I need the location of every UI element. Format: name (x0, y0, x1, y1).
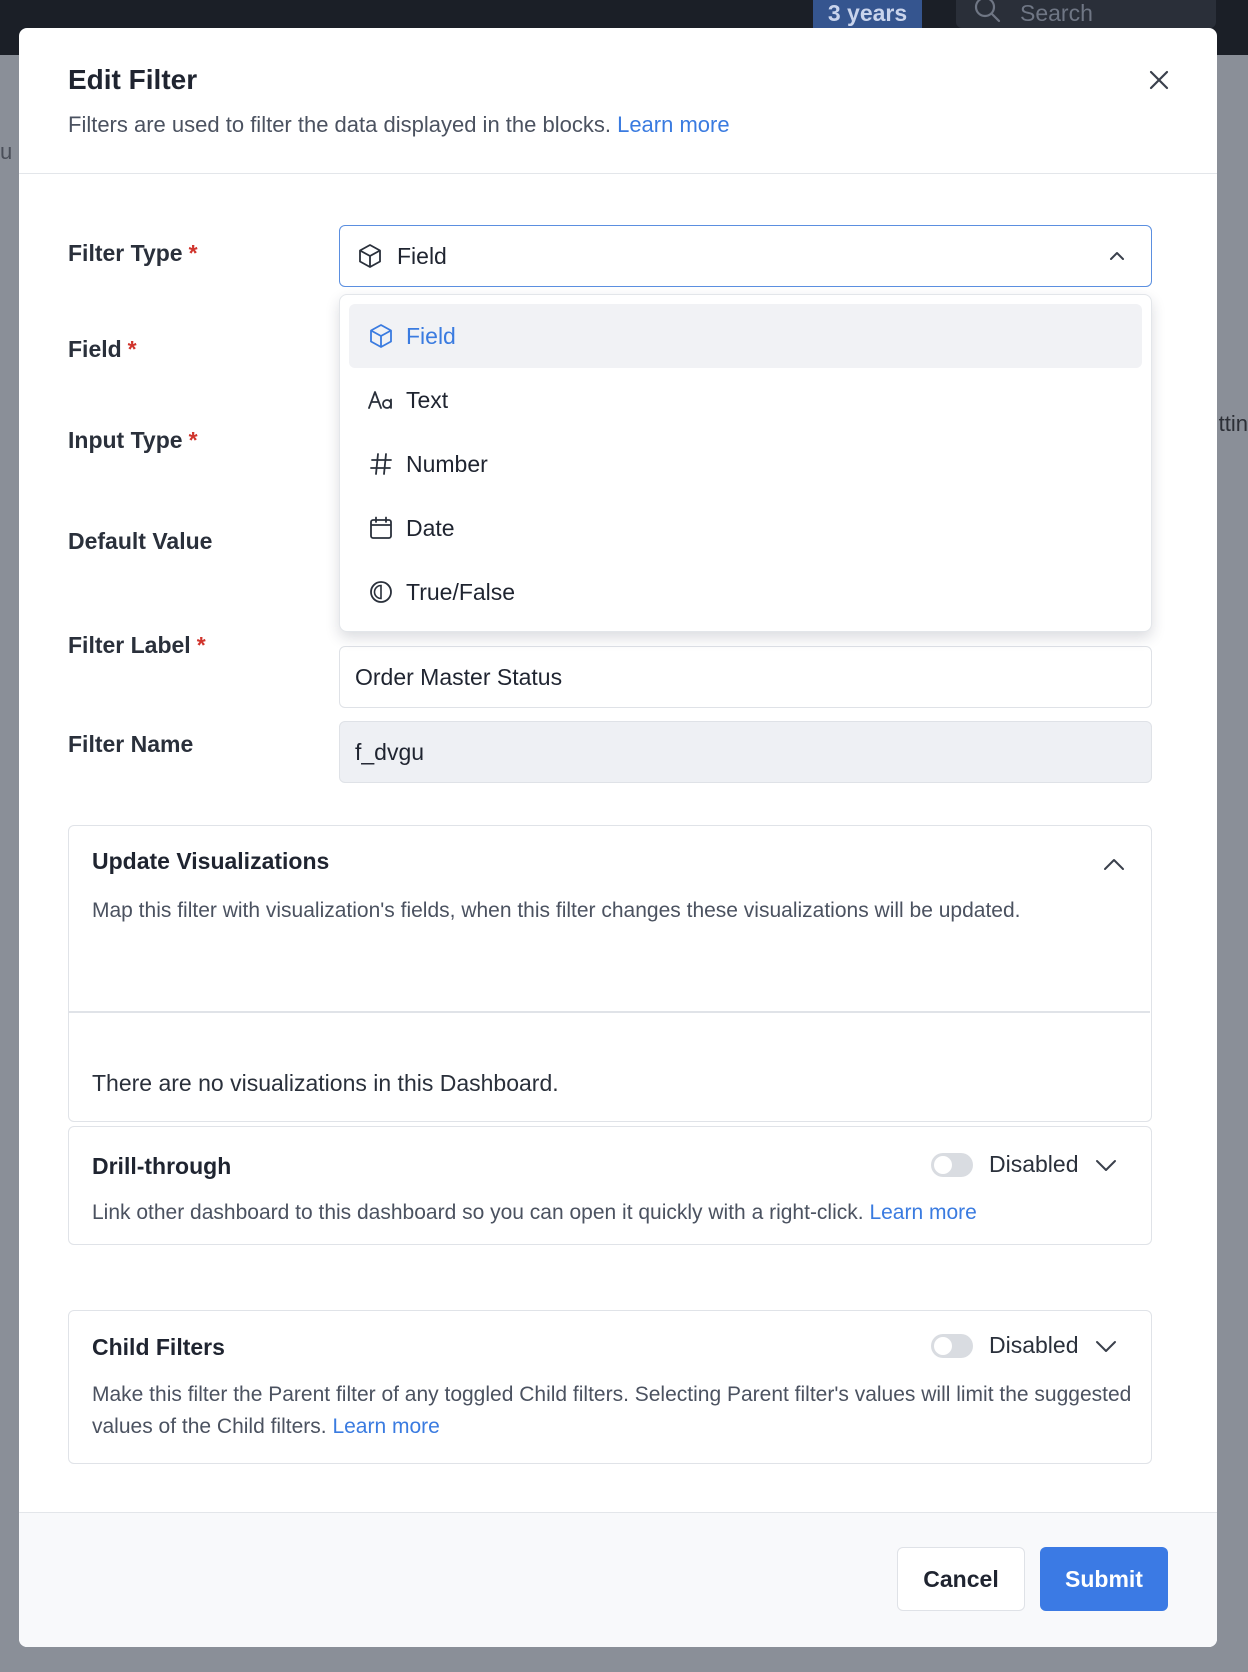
chevron-down-icon[interactable] (1093, 1152, 1119, 1178)
drill-through-status: Disabled (989, 1151, 1079, 1177)
submit-button[interactable]: Submit (1040, 1547, 1168, 1611)
contrast-icon (367, 578, 395, 606)
menu-item-field[interactable] (349, 304, 1142, 368)
learn-more-link[interactable]: Learn more (332, 1415, 440, 1438)
required-mark: * (188, 240, 198, 266)
date-range-badge[interactable]: 3 years (813, 0, 922, 28)
search-icon (972, 0, 1002, 24)
menu-item-label: Field (406, 322, 456, 349)
menu-item-true-false[interactable] (349, 560, 1142, 624)
filter-label-label: Filter Label * (68, 632, 206, 658)
text-icon (367, 386, 395, 414)
filter-name-input (339, 721, 1152, 783)
child-filters-title: Child Filters (92, 1334, 225, 1360)
input-type-label: Input Type * (68, 427, 198, 453)
modal-subtitle-text: Filters are used to filter the data displayed in the blocks. (68, 112, 611, 137)
modal-title: Edit Filter (68, 64, 198, 95)
update-visualizations-title: Update Visualizations (92, 848, 330, 874)
drill-through-title: Drill-through (92, 1153, 232, 1179)
close-icon (1148, 69, 1170, 91)
toggle-knob (934, 1156, 952, 1174)
background-partial-text: u (0, 139, 13, 164)
edit-filter-modal (19, 28, 1217, 1647)
drill-through-description: Link other dashboard to this dashboard so you can open it quickly with a right-click. Learn more (92, 1201, 977, 1224)
menu-item-date[interactable] (349, 496, 1142, 560)
no-visualizations-message: There are no visualizations in this Dashboard. (92, 1070, 559, 1096)
drill-through-section (68, 1126, 1152, 1245)
cube-icon (367, 322, 395, 350)
cancel-button[interactable]: Cancel (897, 1547, 1025, 1611)
field-label: Field * (68, 336, 137, 362)
cube-icon (357, 242, 385, 270)
required-mark: * (188, 427, 198, 453)
menu-item-label: Number (406, 450, 488, 477)
menu-item-label: True/False (406, 578, 516, 605)
menu-item-text[interactable] (349, 368, 1142, 432)
drill-through-toggle-group (931, 1151, 1119, 1178)
modal-header (19, 28, 1217, 174)
learn-more-link[interactable]: Learn more (869, 1201, 977, 1224)
menu-item-label: Text (406, 386, 449, 413)
filter-type-label: Filter Type * (68, 240, 198, 266)
update-visualizations-section (68, 825, 1152, 1122)
hash-icon (367, 450, 395, 478)
search-placeholder: Search (1020, 0, 1093, 26)
menu-item-label: Date (406, 514, 455, 541)
filter-name-label: Filter Name (68, 731, 194, 757)
modal-footer (19, 1512, 1217, 1647)
filter-label-value: Order Master Status (355, 663, 563, 690)
chevron-up-icon[interactable] (1101, 852, 1127, 878)
child-filters-toggle-group (931, 1332, 1119, 1359)
child-filters-status: Disabled (989, 1332, 1079, 1358)
calendar-icon (367, 514, 395, 542)
drill-through-toggle[interactable] (931, 1153, 973, 1177)
filter-type-select[interactable] (339, 225, 1152, 287)
filter-label-input[interactable] (339, 646, 1152, 708)
filter-type-dropdown-menu (339, 294, 1152, 632)
section-divider (69, 1011, 1150, 1013)
toggle-knob (934, 1337, 952, 1355)
child-filters-section (68, 1310, 1152, 1464)
global-search[interactable] (956, 0, 1216, 28)
filter-type-value: Field (397, 242, 447, 269)
required-mark: * (196, 632, 206, 658)
default-value-label: Default Value (68, 528, 213, 554)
menu-item-number[interactable] (349, 432, 1142, 496)
update-visualizations-description: Map this filter with visualization's fields, when this filter changes these visualizations will be updated. (92, 899, 1021, 922)
close-button[interactable] (1141, 62, 1177, 98)
chevron-down-icon[interactable] (1093, 1333, 1119, 1359)
filter-name-value: f_dvgu (355, 738, 425, 765)
child-filters-toggle[interactable] (931, 1334, 973, 1358)
chevron-up-icon (1105, 244, 1129, 268)
child-filters-description: Make this filter the Parent filter of any toggled Child filters. Selecting Parent filter's values will limit the suggested values of the Child filters. Learn more (92, 1383, 1132, 1438)
required-mark: * (127, 336, 137, 362)
learn-more-link[interactable]: Learn more (617, 112, 730, 137)
modal-subtitle (68, 112, 730, 138)
background-partial-text: ttin (1218, 411, 1248, 436)
